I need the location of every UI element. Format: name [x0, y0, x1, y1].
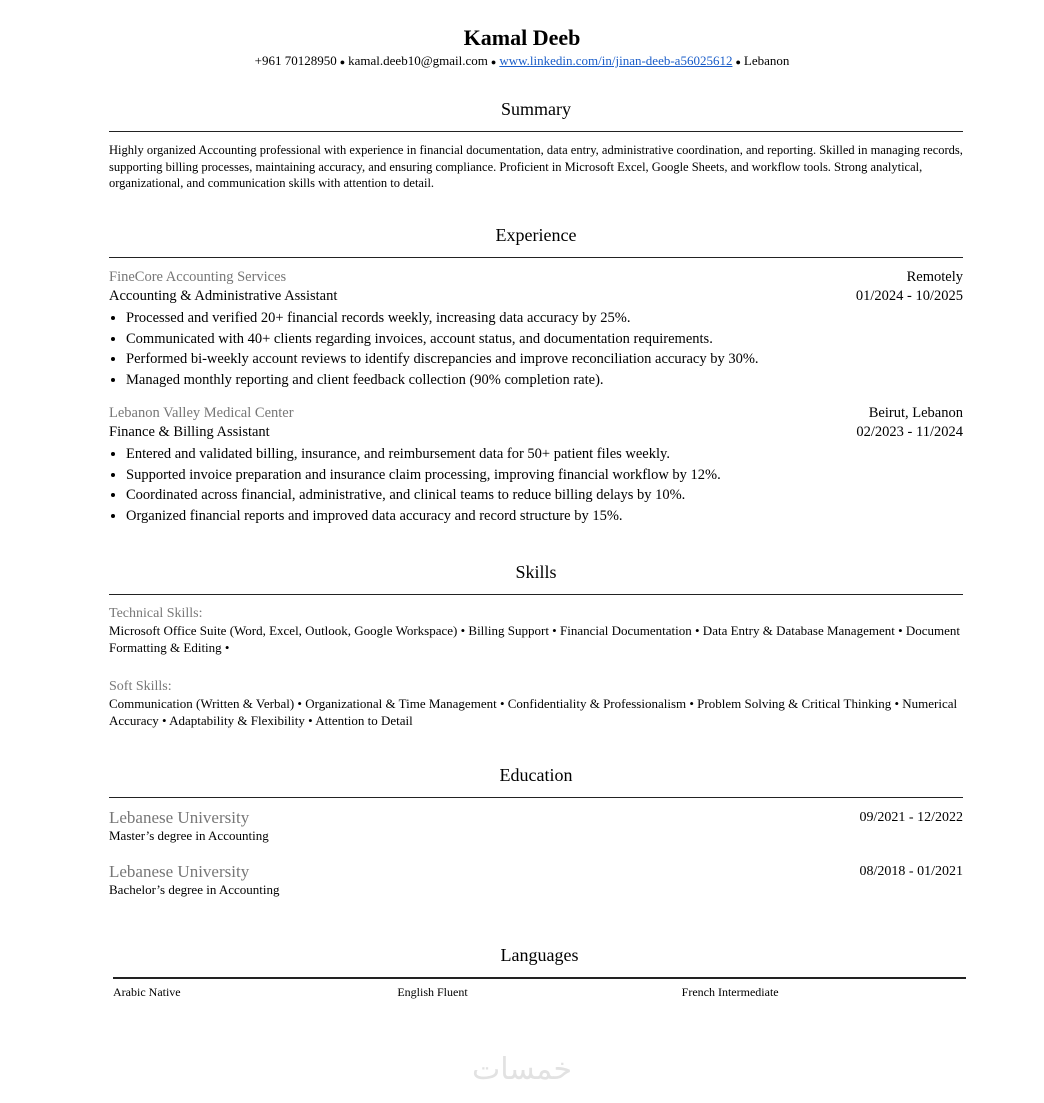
soft-skills: Communication (Written & Verbal) • Organizational & Time Management • Confidentiality & Professionalism • Problem Solving & Critical Thinking • Numerical Accuracy • Adaptability & Flexibility • Attention to Detail — [109, 696, 958, 728]
section-title: Summary — [501, 99, 571, 119]
degree: Master’s degree in Accounting — [109, 828, 269, 843]
education-entry — [109, 862, 963, 898]
email: kamal.deeb10@gmail.com — [348, 53, 488, 68]
education-entry — [109, 808, 963, 844]
linkedin-link[interactable]: www.linkedin.com/in/jinan-deeb-a56025612 — [499, 53, 733, 68]
company: FineCore Accounting Services — [109, 269, 287, 285]
job-entry — [109, 268, 963, 390]
job-bullet: • Communicated with 40+ clients regarding invoices, account status, and documentation requirements. — [126, 329, 963, 350]
phone: +961 70128950 — [254, 53, 337, 68]
bullet-icon: ● — [490, 57, 497, 67]
technical-skills: Microsoft Office Suite (Word, Excel, Outlook, Google Workspace) • Billing Support • Financial Documentation • Data Entry & Database Management • Document Formatting & Editing • — [109, 623, 961, 655]
school: Lebanese University — [109, 862, 250, 881]
job-bullet: • Supported invoice preparation and insurance claim processing, improving financial workflow by 12%. — [126, 465, 963, 486]
job-bullet: • Organized financial reports and improved data accuracy and record structure by 15%. — [126, 506, 963, 527]
job-location: Remotely — [906, 269, 963, 285]
education-dates: 09/2021 - 12/2022 — [859, 810, 963, 825]
candidate-name: Kamal Deeb — [463, 25, 581, 50]
job-bullet: • Processed and verified 20+ financial records weekly, increasing data accuracy by 25%. — [126, 308, 963, 329]
divider — [113, 977, 966, 979]
location: Lebanon — [743, 53, 790, 68]
section-title: Skills — [515, 562, 557, 582]
education-dates: 08/2018 - 01/2021 — [859, 864, 963, 879]
divider — [109, 797, 963, 798]
company: Lebanon Valley Medical Center — [109, 405, 294, 421]
education-section — [109, 764, 963, 916]
technical-skills-label: Technical Skills: — [109, 606, 203, 621]
job-bullet: • Managed monthly reporting and client feedback collection (90% completion rate). — [126, 370, 963, 391]
section-title: Languages — [500, 945, 579, 965]
summary-text: Highly organized Accounting professional with experience in financial documentation, data entry, administrative coordination, and reporting. Skilled in managing records, supporting billing processes, maintaining accuracy, and ensuring compliance. Proficient in Microsoft Excel, Google Sheets, and workflow tools. Strong analytical, organizational, and communication skills with attention to detail. — [109, 143, 963, 190]
language-item: English Fluent — [397, 985, 468, 999]
job-dates: 02/2023 - 11/2024 — [856, 424, 963, 440]
job-bullet: • Coordinated across financial, administrative, and clinical teams to reduce billing delays by 10%. — [126, 485, 963, 506]
job-role: Finance & Billing Assistant — [109, 424, 270, 440]
divider — [109, 131, 963, 132]
job-location: Beirut, Lebanon — [868, 405, 963, 421]
bullet-icon: ● — [339, 57, 346, 67]
experience-section — [109, 224, 963, 540]
divider — [109, 257, 963, 258]
job-bullet: • Entered and validated billing, insurance, and reimbursement data for 50+ patient files weekly. — [126, 444, 963, 465]
job-dates: 01/2024 - 10/2025 — [855, 288, 963, 304]
skills-section — [109, 561, 963, 751]
language-item: Arabic Native — [113, 985, 181, 999]
soft-skills-label: Soft Skills: — [109, 679, 172, 694]
section-title: Education — [499, 765, 573, 785]
school: Lebanese University — [109, 808, 250, 827]
degree: Bachelor’s degree in Accounting — [109, 882, 280, 897]
job-role: Accounting & Administrative Assistant — [109, 288, 338, 304]
divider — [109, 594, 963, 595]
section-title: Experience — [495, 225, 577, 245]
languages-section — [113, 944, 966, 1000]
contact-line — [0, 53, 1044, 69]
watermark-logo: خمسات — [471, 1052, 573, 1087]
bullet-icon: ● — [735, 57, 741, 67]
job-bullet: • Performed bi-weekly account reviews to identify discrepancies and improve reconciliation accuracy by 30%. — [126, 349, 963, 370]
language-item: French Intermediate — [681, 985, 779, 999]
job-entry — [109, 404, 963, 526]
summary-section — [109, 98, 963, 192]
